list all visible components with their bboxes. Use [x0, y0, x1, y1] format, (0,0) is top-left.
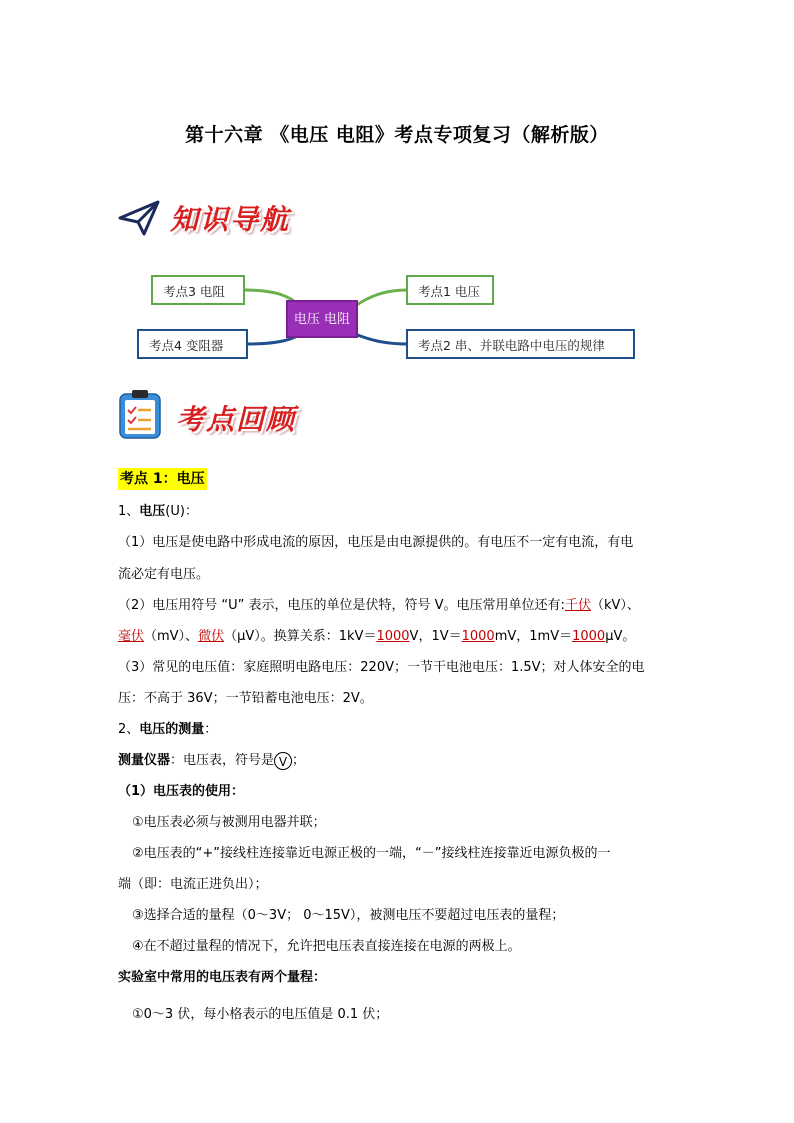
mind-map-connectors [0, 260, 794, 380]
mind-map-node-series-parallel: 考点2 串、并联电路中电压的规律 [406, 329, 635, 359]
knowledge-nav-banner [118, 196, 318, 240]
mind-map-node-resistance: 考点3 电阻 [151, 275, 245, 305]
paragraph-voltage-units: （2）电压用符号 “U” 表示，电压的单位是伏特，符号 V。电压常用单位还有:千伏（kV）、 [118, 598, 640, 613]
paragraph-ranges-heading: 实验室中常用的电压表有两个量程： [118, 970, 327, 985]
knowledge-nav-title: 知识导航 [170, 203, 291, 236]
paragraph-usage-3: ③选择合适的量程（0～3V； 0～15V），被测电压不要超过电压表的量程； [132, 908, 565, 923]
review-banner [118, 388, 318, 444]
mind-map [0, 260, 794, 380]
paragraph-usage-heading: （1）电压表的使用： [118, 784, 245, 799]
clipboard-icon [118, 388, 162, 440]
paragraph-voltage-def: 1、电压(U)： [118, 504, 198, 519]
section-heading-voltage: 考点 1：电压 [118, 468, 207, 490]
paragraph-measurement: 2、电压的测量： [118, 722, 218, 737]
paragraph-voltage-1: （1）电压是使电路中形成电流的原因，电压是由电源提供的。有电压不一定有电流，有电 [118, 535, 634, 550]
mind-map-node-voltage: 考点1 电压 [406, 275, 494, 305]
paragraph-voltage-1-cont: 流必定有电压。 [118, 567, 210, 582]
mind-map-node-rheostat: 考点4 变阻器 [137, 329, 248, 359]
mind-map-center: 电压 电阻 [286, 300, 358, 338]
review-title: 考点回顾 [176, 403, 297, 436]
paragraph-voltage-conversion: 毫伏（mV）、微伏（μV）。换算关系：1kV＝1000V，1V＝1000mV，1mV＝1000μV。 [118, 629, 636, 644]
paragraph-range-1: ①0～3 伏，每小格表示的电压值是 0.1 伏； [132, 1007, 389, 1022]
paragraph-common-voltages-cont: 压：不高于 36V；一节铅蓄电池电压：2V。 [118, 691, 373, 706]
voltmeter-symbol-icon: V [274, 752, 292, 770]
paragraph-usage-1: ①电压表必须与被测用电器并联； [132, 815, 326, 830]
paragraph-usage-2: ②电压表的“+”接线柱连接靠近电源正极的一端，“－”接线柱连接靠近电源负极的一 [132, 846, 611, 861]
paragraph-usage-2-cont: 端（即：电流正进负出）； [118, 877, 268, 892]
page-title: 第十六章 《电压 电阻》考点专项复习（解析版） [185, 124, 609, 146]
paragraph-usage-4: ④在不超过量程的情况下，允许把电压表直接连接在电源的两极上。 [132, 939, 521, 954]
paragraph-common-voltages: （3）常见的电压值：家庭照明电路电压：220V；一节干电池电压：1.5V；对人体安全的电 [118, 660, 645, 675]
paper-plane-icon [118, 200, 160, 236]
paragraph-instrument: 测量仪器：电压表，符号是 V ； [118, 753, 306, 769]
